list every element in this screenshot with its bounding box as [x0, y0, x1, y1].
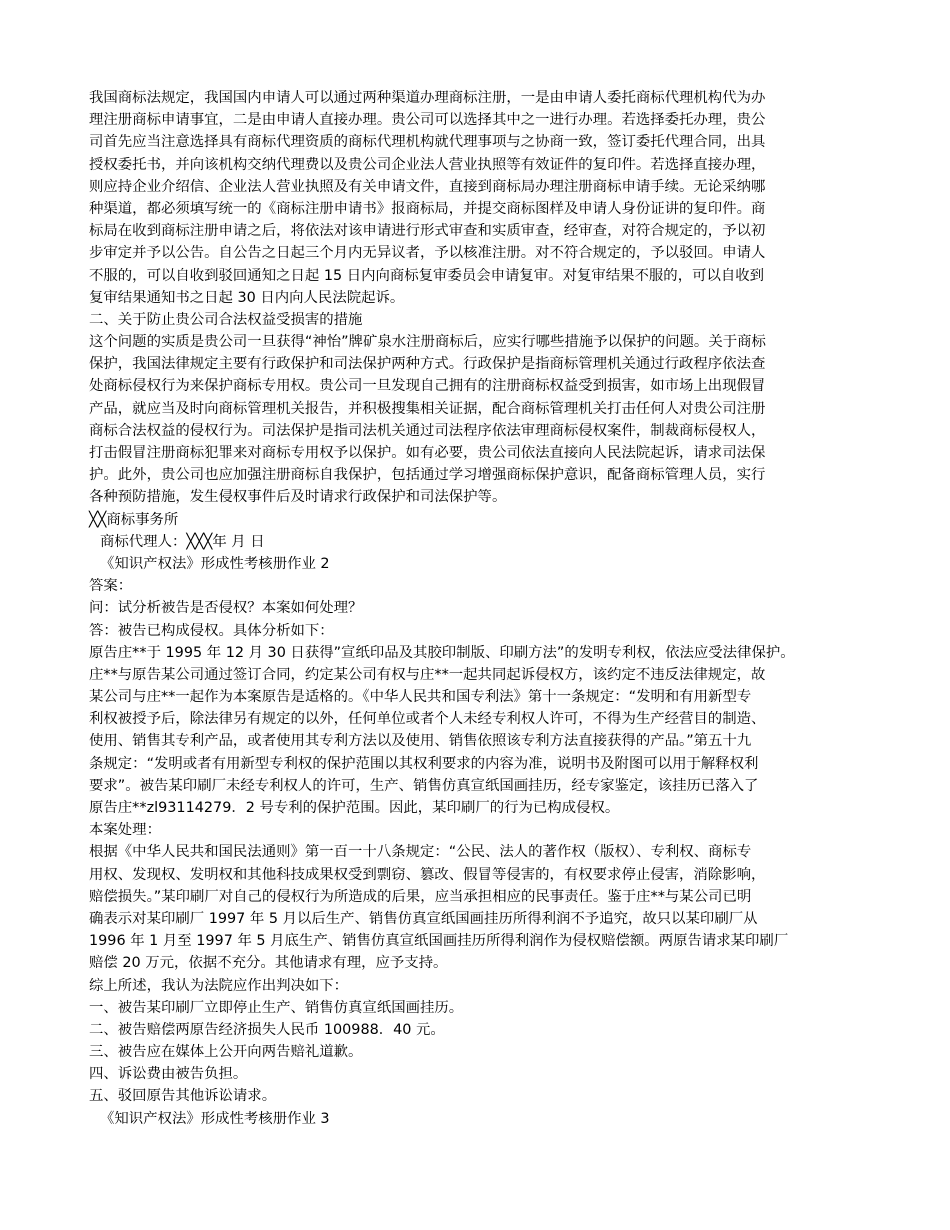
text-line: 复审结果通知书之日起 30 日内向人民法院起诉。: [89, 289, 405, 306]
text-line: 司首先应当注意选择具有商标代理资质的商标代理机构就代理事项与之协商一致，签订委托代理合同，出具: [89, 134, 766, 151]
text-line: 赔偿损失。”某印刷厂对自己的侵权行为所造成的后果，应当承担相应的民事责任。鉴于庄**与某公司已明: [89, 888, 752, 905]
text-line: 授权委托书，并向该机构交纳代理费以及贵公司企业法人营业执照等有效证件的复印件。若选择直接办理，: [89, 156, 766, 173]
text-line: 综上所述，我认为法院应作出判决如下：: [89, 977, 349, 994]
text-line: 原告庄**zl93114279．2 号专利的保护范围。因此，某印刷厂的行为已构成侵权。: [89, 800, 620, 816]
text-line: 某公司与庄**一起作为本案原告是适格的。《中华人民共和国专利法》第十一条规定：“发明和有用新型专: [89, 689, 752, 706]
text-line: 护。此外，贵公司也应加强注册商标自我保护，包括通过学习增强商标保护意识，配备商标管理人员，实行: [89, 467, 766, 484]
text-line: 这个问题的实质是贵公司一旦获得“神怡”牌矿泉水注册商标后，应实行哪些措施予以保护的问题。关于商标: [89, 334, 766, 351]
text-line: 使用、销售其专利产品，或者使用其专利方法以及使用、销售依照该专利方法直接获得的产品。”第五十九: [89, 733, 752, 750]
text-line: 用权、发现权、发明权和其他科技成果权受到剽窃、篡改、假冒等侵害的，有权要求停止侵害，消除影响，: [89, 866, 766, 883]
text-line: 条规定：“发明或者有用新型专利权的保护范围以其权利要求的内容为准，说明书及附图可以用于解释权利: [89, 755, 759, 772]
text-line: 原告庄**于 1995 年 12 月 30 日获得”宣纸印品及其胶印制版、印刷方法”的发明专利权，依法应受法律保护。: [89, 644, 795, 661]
judgment-item: 三、被告应在媒体上公开向两告赔礼道歉。: [89, 1044, 363, 1061]
judgment-item: 四、诉讼费由被告负担。: [89, 1066, 248, 1083]
assignment-title: 《知识产权法》形成性考核册作业 2: [100, 555, 330, 572]
answer-line: 答：被告已构成侵权。具体分析如下：: [89, 622, 334, 639]
assignment-title: 《知识产权法》形成性考核册作业 3: [100, 1110, 330, 1127]
text-line: 各种预防措施，发生侵权事件后及时请求行政保护和司法保护等。: [89, 489, 507, 506]
judgment-item: 二、被告赔偿两原告经济损失人民币 100988．40 元。: [89, 1021, 445, 1038]
signature-agent-date: 商标代理人：╳╳╳年 月 日: [100, 533, 265, 550]
text-line: 处商标侵权行为来保护商标专用权。贵公司一旦发现自己拥有的注册商标权益受到损害，如市场上出现假冒: [89, 378, 766, 395]
text-line: 种渠道，都必须填写统一的《商标注册申请书》报商标局，并提交商标图样及申请人身份证讲的复印件。商: [89, 200, 766, 217]
text-line: 庄**与原告某公司通过签订合同，约定某公司有权与庄**一起共同起诉侵权方，该约定不违反法律规定，故: [89, 666, 766, 683]
text-line: 利权被授予后，除法律另有规定的以外，任何单位或者个人未经专利权人许可，不得为生产经营目的制造、: [89, 711, 766, 728]
text-line: 保护，我国法律规定主要有行政保护和司法保护两种方式。行政保护是指商标管理机关通过行政程序依法查: [89, 356, 766, 373]
text-line: 产品，就应当及时向商标管理机关报告，并积极搜集相关证据，配合商标管理机关打击任何人对贵公司注册: [89, 400, 766, 417]
text-line: 打击假冒注册商标犯罪来对商标专用权予以保护。如有必要，贵公司依法直接向人民法院起诉，请求司法保: [89, 445, 766, 461]
text-line: 确表示对某印刷厂 1997 年 5 月以后生产、销售仿真宣纸国画挂历所得利润不予追究，故只以某印刷厂从: [89, 910, 758, 927]
text-line: 根据《中华人民共和国民法通则》第一百一十八条规定：“公民、法人的著作权（版权）、专利权、商标专: [89, 844, 752, 861]
signature-office: ╳╳商标事务所: [89, 511, 179, 528]
document-page: [89, 87, 869, 1130]
text-line: 不服的，可以自收到驳回通知之日起 15 日内向商标复审委员会申请复审。对复审结果不服的，可以自收到: [89, 267, 765, 284]
text-line: 则应持企业介绍信、企业法人营业执照及有关申请文件，直接到商标局办理注册商标申请手续。无论采纳哪: [89, 178, 766, 195]
question-line: 问：试分析被告是否侵权？本案如何处理？: [89, 600, 363, 617]
answer-label: 答案：: [89, 578, 133, 595]
text-line: 我国商标法规定，我国国内申请人可以通过两种渠道办理商标注册，一是由申请人委托商标代理机构代为办: [89, 90, 766, 106]
text-line: 1996 年 1 月至 1997 年 5 月底生产、销售仿真宣纸国画挂历所得利润作为侵权赔偿额。两原告请求某印刷厂: [89, 933, 789, 950]
text-line: 理注册商标申请事宜，二是由申请人直接办理。贵公司可以选择其中之一进行办理。若选择委托办理，贵公: [89, 112, 766, 129]
judgment-item: 一、被告某印刷厂立即停止生产、销售仿真宣纸国画挂历。: [89, 999, 464, 1016]
text-line: 步审定并予以公告。自公告之日起三个月内无异议者，予以核准注册。对不符合规定的，予以驳回。申请人: [89, 245, 766, 262]
section-heading: 二、关于防止贵公司合法权益受损害的措施: [89, 311, 363, 328]
text-line: 要求”。被告某印刷厂未经专利权人的许可，生产、销售仿真宣纸国画挂历，经专家鉴定，该挂历已落入了: [89, 777, 759, 794]
text-line: 商标合法权益的侵权行为。司法保护是指司法机关通过司法程序依法审理商标侵权案件，制裁商标侵权人，: [89, 422, 766, 439]
section-heading: 本案处理：: [89, 822, 161, 839]
text-line: 赔偿 20 万元，依据不充分。其他请求有理，应予支持。: [89, 955, 448, 972]
judgment-item: 五、驳回原告其他诉讼请求。: [89, 1088, 277, 1105]
text-line: 标局在收到商标注册申请之后，将依法对该申请进行形式审查和实质审查，经审查，对符合规定的，予以初: [89, 223, 766, 240]
